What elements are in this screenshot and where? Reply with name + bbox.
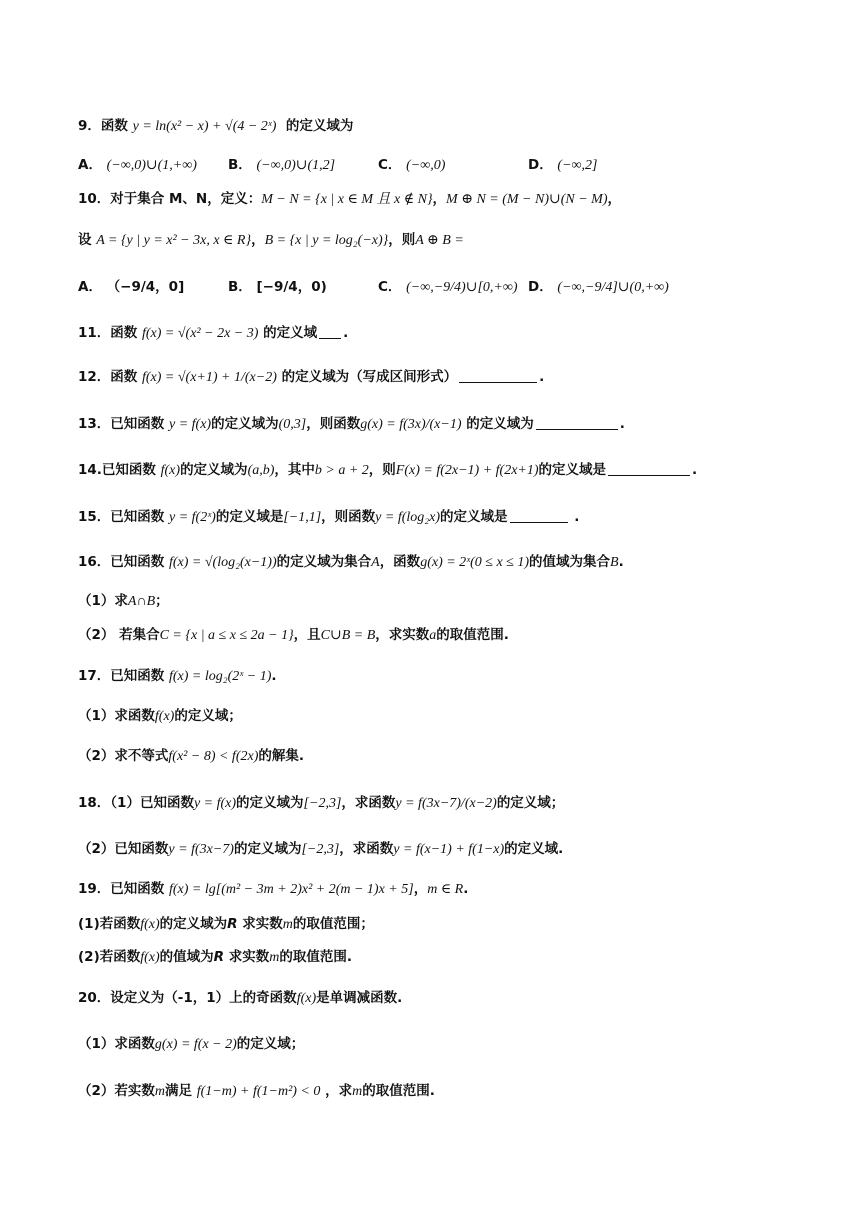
q10-definition-symmetric: M ⊕ N = (M − N)∪(N − M) [446, 192, 608, 207]
q15-stem: 15．已知函数 y = f(2ˣ)的定义域是[−1,1]，则函数y = f(log₂x)的定义域是 . [78, 509, 580, 525]
q10-number: 10． [78, 191, 111, 207]
q20-expression: f(1−m) + f(1−m²) < 0 [196, 1084, 321, 1099]
q20-part1: （1）求函数g(x) = f(x − 2)的定义域； [78, 1036, 305, 1052]
q14-answer-blank[interactable] [608, 461, 690, 476]
q19-part2: (2)若函数f(x)的值域为R 求实数m的取值范围. [78, 949, 353, 965]
q12-stem: 12．函数 f(x) = √(x+1) + 1/(x−2) 的定义域为（写成区间形式） . [78, 369, 545, 385]
q10-option-c: C． (−∞,−9/4)∪[0,+∞) [378, 279, 518, 295]
q16-expression-g: g(x) = 2ˣ(0 ≤ x ≤ 1) [420, 555, 530, 570]
q13-answer-blank[interactable] [536, 415, 618, 430]
q10-definition-difference: M − N = {x | x ∈ M 且 x ∉ N} [261, 192, 433, 207]
q9-stem [78, 115, 353, 138]
q14-stem: 14.已知函数 f(x)的定义域为(a,b)，其中b > a + 2，则F(x) = f(2x−1) + f(2x+1)的定义域是 . [78, 462, 698, 478]
q10-set-b: B = {x | y = log₂(−x)} [264, 233, 389, 248]
q11-expression: f(x) = √(x² − 2x − 3) [142, 326, 259, 341]
q9-option-a: A． (−∞,0)∪(1,+∞) [78, 157, 197, 173]
q16-part1: （1）求A∩B； [78, 593, 169, 609]
q10-sets: 设 A = {y | y = x² − 3x, x ∈ R}，B = {x | y = log₂(−x)}，则A ⊕ B = [78, 232, 464, 248]
q10-stem: 10．对于集合 M、N，定义：M − N = {x | x ∈ M 且 x ∉ N}，M ⊕ N = (M − N)∪(N − M)， [78, 191, 621, 207]
q17-expression: f(x) = log₂(2ˣ − 1) [169, 669, 272, 684]
q15-expression: y = f(log₂x) [375, 510, 441, 525]
q9-option-d: D． (−∞,2] [528, 157, 598, 173]
q10-option-d: D． (−∞,−9/4]∪(0,+∞) [528, 279, 669, 295]
q9-tail: 的定义域为 [285, 118, 354, 134]
q18-part1: 18．（1）已知函数y = f(x)的定义域为[−2,3]，求函数y = f(3x−7)/(x−2)的定义域； [78, 795, 565, 811]
q19-expression: f(x) = lg[(m² − 3m + 2)x² + 2(m − 1)x + 5] [169, 882, 414, 897]
q10-target: A ⊕ B = [415, 233, 464, 248]
q16-expression-f: f(x) = √(log₂(x−1)) [169, 555, 277, 570]
q12-expression: f(x) = √(x+1) + 1/(x−2) [142, 370, 277, 385]
q17-stem: 17．已知函数 f(x) = log₂(2ˣ − 1). [78, 668, 277, 684]
q12-answer-blank[interactable] [459, 368, 537, 383]
q15-answer-blank[interactable] [510, 508, 568, 523]
q17-part1: （1）求函数f(x)的定义域； [78, 708, 242, 724]
q18-expression-1: y = f(3x−7)/(x−2) [395, 796, 497, 811]
q10-option-b: B． [−9/4，0) [228, 279, 327, 295]
q16-stem: 16．已知函数 f(x) = √(log₂(x−1))的定义域为集合A，函数g(x) = 2ˣ(0 ≤ x ≤ 1)的值域为集合B. [78, 554, 624, 570]
q13-stem: 13．已知函数 y = f(x)的定义域为(0,3]，则函数g(x) = f(3x)/(x−1) 的定义域为 . [78, 416, 625, 432]
q18-part2: （2）已知函数y = f(3x−7)的定义域为[−2,3]，求函数y = f(x−1) + f(1−x)的定义域. [78, 841, 564, 857]
q9-number: 9． [78, 118, 101, 134]
q10-lead: 对于集合 M、N，定义： [110, 191, 262, 207]
q16-part2: （2） 若集合C = {x | a ≤ x ≤ 2a − 1}，且C∪B = B，求实数a的取值范围. [78, 627, 509, 643]
q11-stem: 11．函数 f(x) = √(x² − 2x − 3) 的定义域 . [78, 325, 349, 341]
q10-option-a: A． （−9/4，0] [78, 279, 185, 295]
q9-option-c: C． (−∞,0) [378, 157, 446, 173]
q13-expression: g(x) = f(3x)/(x−1) [360, 417, 462, 432]
q10-set-a: A = {y | y = x² − 3x, x ∈ R} [96, 233, 252, 248]
q9-lead: 函数 [100, 118, 128, 134]
q9-expression: y = ln(x² − x) + √(4 − 2ˣ) [132, 119, 277, 134]
q14-expression: F(x) = f(2x−1) + f(2x+1) [395, 463, 539, 478]
q11-answer-blank[interactable] [319, 324, 341, 339]
q20-stem: 20．设定义为（-1，1）上的奇函数f(x)是单调减函数. [78, 990, 403, 1006]
q20-part2: （2）若实数m满足 f(1−m) + f(1−m²) < 0 ，求m的取值范围. [78, 1083, 435, 1099]
q19-stem: 19．已知函数 f(x) = lg[(m² − 3m + 2)x² + 2(m − 1)x + 5]，m ∈ R. [78, 881, 469, 897]
q18-expression-2: y = f(x−1) + f(1−x) [393, 842, 505, 857]
q17-part2: （2）求不等式f(x² − 8) < f(2x)的解集. [78, 748, 304, 764]
q9-option-b: B． (−∞,0)∪(1,2] [228, 157, 336, 173]
q19-part1: (1)若函数f(x)的定义域为R 求实数m的取值范围； [78, 916, 374, 932]
